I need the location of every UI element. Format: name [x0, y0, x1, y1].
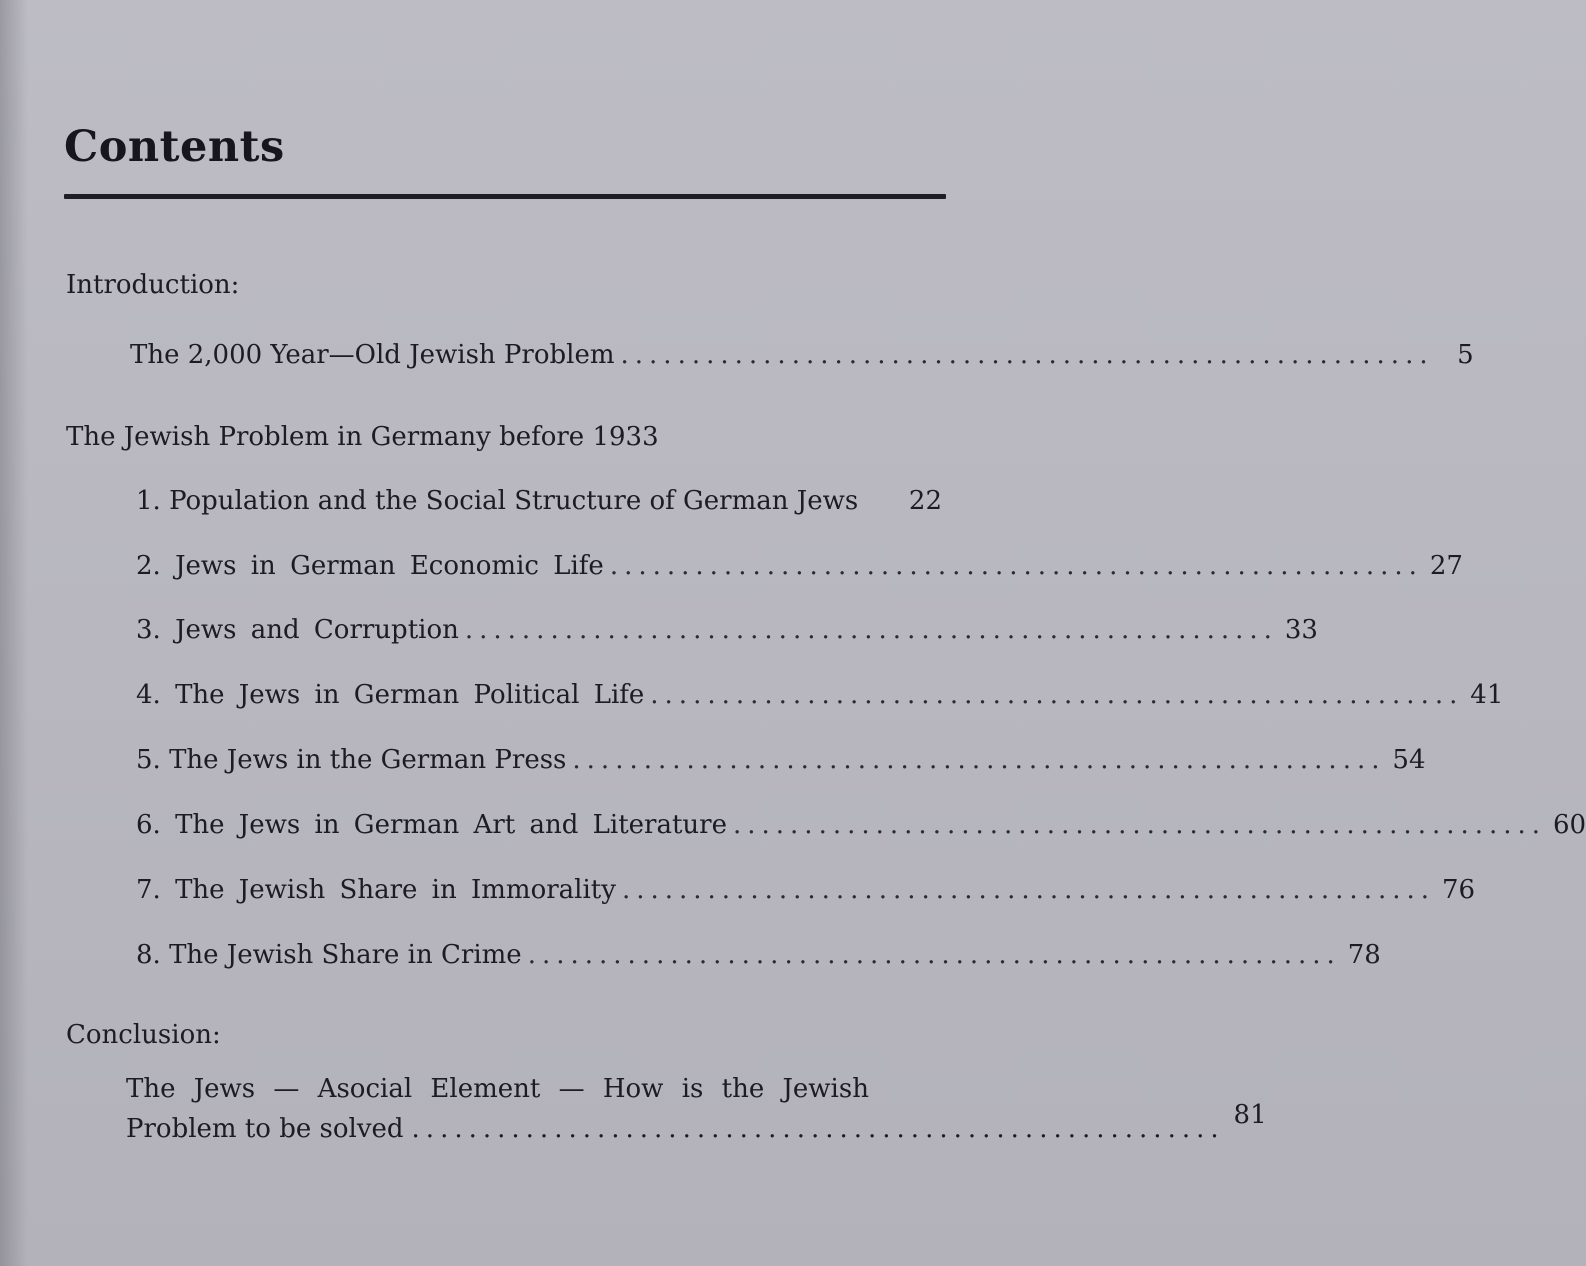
toc-entry-5[interactable] [136, 745, 1426, 775]
toc-entry-4[interactable] [136, 680, 1504, 710]
toc-page-number: 81 [1233, 1100, 1267, 1130]
toc-entry-text: 5. The Jews in the German Press [136, 745, 567, 775]
toc-page-number: 22 [908, 486, 942, 516]
toc-entry-introduction[interactable] [130, 340, 1474, 370]
dot-leader: ......................................................... [732, 810, 1547, 840]
toc-entry-text: 8. The Jewish Share in Crime [136, 940, 522, 970]
dot-leader: ......................................................... [411, 1114, 1225, 1144]
toc-entry-text: 3. Jews and Corruption [136, 615, 459, 645]
toc-entry-text: 4. The Jews in German Political Life [136, 680, 645, 710]
toc-page-number: 54 [1392, 745, 1426, 775]
page-title: Contents [64, 122, 285, 172]
dot-leader: ......................................................... [527, 940, 1341, 970]
toc-entry-2[interactable] [136, 551, 1463, 581]
toc-entry-text-line2: Problem to be solved [126, 1114, 404, 1144]
toc-entry-text: The 2,000 Year—Old Jewish Problem [130, 340, 615, 370]
toc-entry-text: 7. The Jewish Share in Immorality [136, 875, 616, 905]
introduction-heading: Introduction: [66, 270, 240, 300]
title-rule [64, 194, 946, 199]
dot-leader: ......................................................... [572, 745, 1386, 775]
dot-leader: ......................................................... [464, 615, 1278, 645]
toc-page-number: 27 [1429, 551, 1463, 581]
toc-entry-text: 1. Population and the Social Structure of German Jews [136, 486, 859, 516]
toc-entry-text: 2. Jews in German Economic Life [136, 551, 604, 581]
dot-leader: ......................................................... [620, 340, 1434, 370]
toc-entry-6[interactable] [136, 810, 1586, 840]
conclusion-heading: Conclusion: [66, 1020, 221, 1050]
toc-entry-3[interactable] [136, 615, 1318, 645]
toc-page-number: 5 [1457, 340, 1474, 370]
section-heading: The Jewish Problem in Germany before 1933 [66, 422, 659, 452]
toc-page-number: 78 [1347, 940, 1381, 970]
toc-page-number: 60 [1552, 810, 1586, 840]
toc-page-number: 41 [1470, 680, 1504, 710]
dot-leader: ......................................................... [609, 551, 1423, 581]
toc-page-number: 76 [1441, 875, 1476, 905]
page-edge-shadow [0, 0, 28, 1266]
toc-entry-conclusion[interactable] [126, 1074, 1267, 1144]
dot-leader: ......................................................... [621, 875, 1436, 905]
toc-entry-7[interactable] [136, 875, 1476, 905]
toc-entry-1[interactable] [136, 486, 942, 516]
toc-entry-line2-row [126, 1100, 1267, 1144]
toc-page-number: 33 [1284, 615, 1318, 645]
toc-entry-text-line1: The Jews — Asocial Element — How is the Jewish [126, 1074, 869, 1104]
toc-entry-8[interactable] [136, 940, 1381, 970]
dot-leader: ......................................................... [650, 680, 1464, 710]
toc-entry-text: 6. The Jews in German Art and Literature [136, 810, 727, 840]
